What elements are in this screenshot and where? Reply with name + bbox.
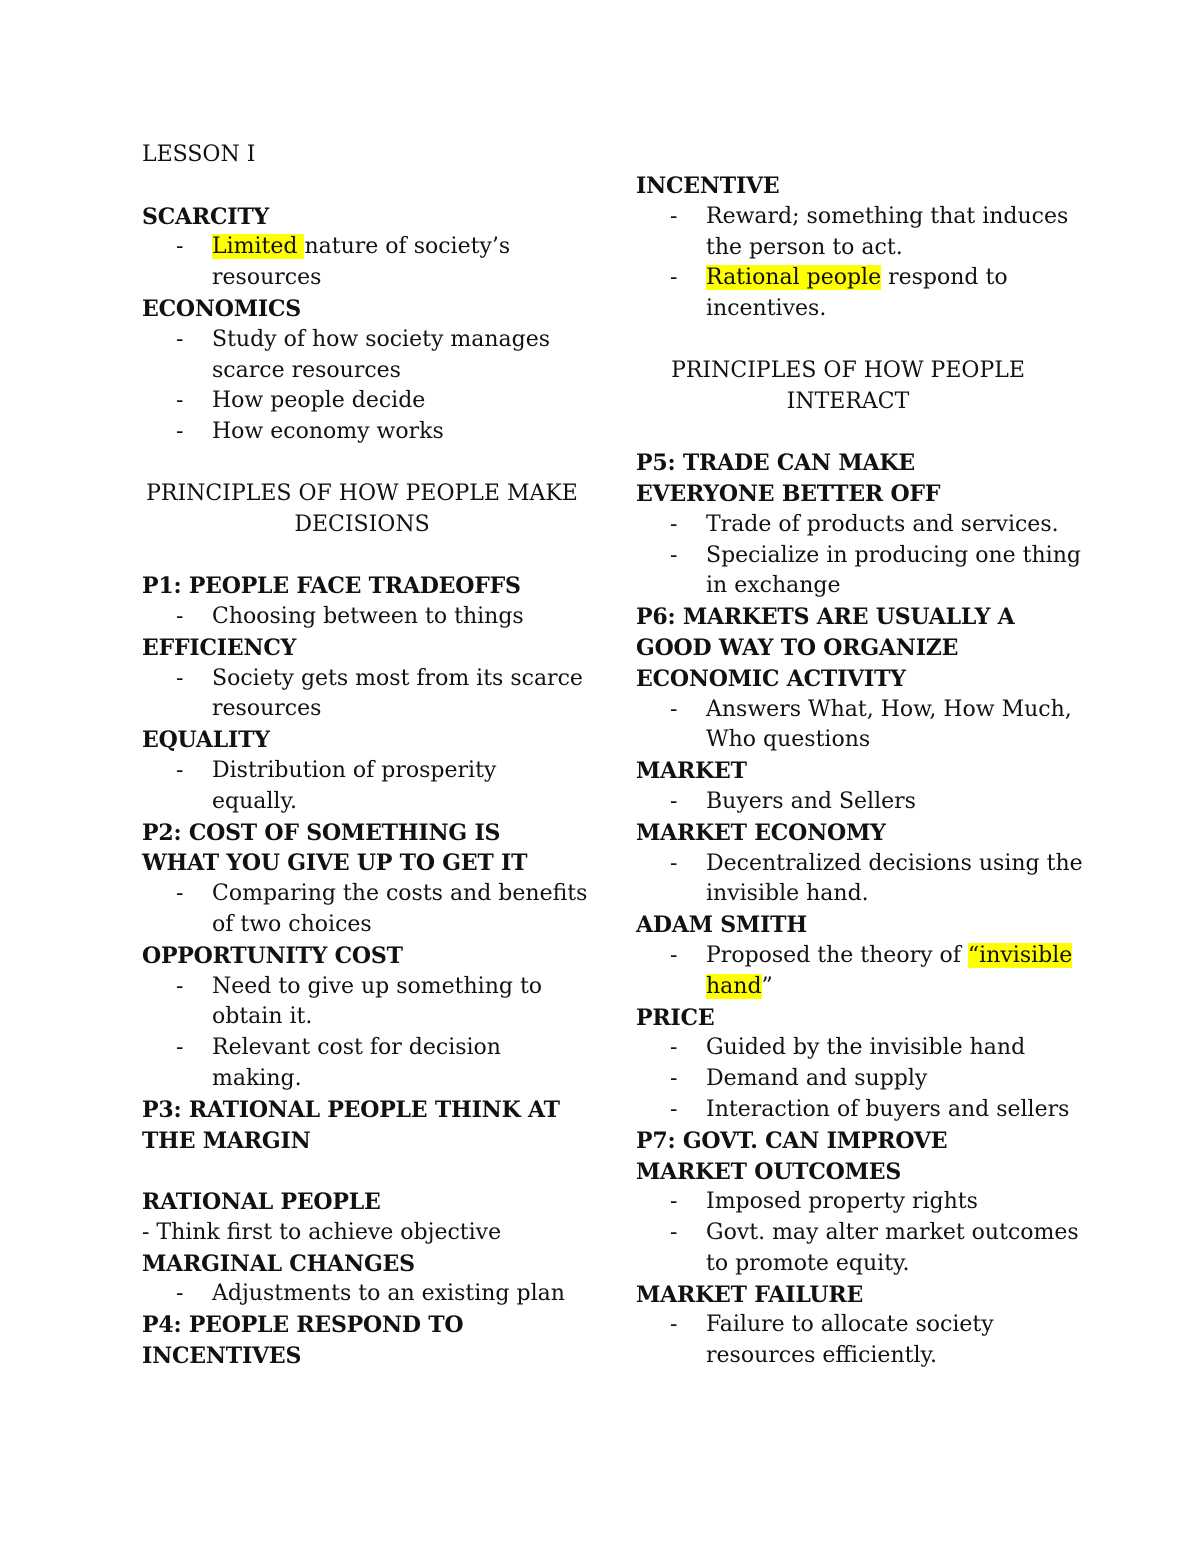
list-item: - Specialize in producing one thing xyxy=(670,542,1081,568)
list-item-continuation: resources xyxy=(212,696,322,722)
lesson-title: LESSON I xyxy=(142,142,256,167)
adam-smith-heading: ADAM SMITH xyxy=(636,912,807,939)
rational-people-heading: RATIONAL PEOPLE xyxy=(142,1189,381,1216)
list-item: - How people decide xyxy=(176,388,426,414)
p5-heading-continuation: EVERYONE BETTER OFF xyxy=(636,480,941,507)
section-title-continuation: DECISIONS xyxy=(294,511,430,537)
list-item: - Society gets most from its scarce xyxy=(176,665,583,691)
market-failure-heading: MARKET FAILURE xyxy=(636,1281,864,1308)
p7-heading-continuation: MARKET OUTCOMES xyxy=(636,1158,902,1185)
list-item-continuation: equally. xyxy=(212,788,297,814)
highlighted-text: Limited xyxy=(212,234,305,260)
list-item: - How economy works xyxy=(176,419,444,445)
section-title: PRINCIPLES OF HOW PEOPLE MAKE xyxy=(146,480,578,506)
list-item-continuation: hand” xyxy=(706,973,773,999)
highlighted-text: “invisible xyxy=(967,942,1073,968)
p2-heading-continuation: WHAT YOU GIVE UP TO GET IT xyxy=(142,850,528,877)
list-item: - Interaction of buyers and sellers xyxy=(670,1096,1070,1122)
list-item: - Adjustments to an existing plan xyxy=(176,1281,565,1307)
bullet-dash: - xyxy=(176,234,184,260)
list-item: - Demand and supply xyxy=(670,1066,928,1092)
market-heading: MARKET xyxy=(636,758,747,785)
p4-heading-continuation: INCENTIVES xyxy=(142,1343,302,1370)
marginal-changes-heading: MARGINAL CHANGES xyxy=(142,1250,415,1277)
incentive-heading: INCENTIVE xyxy=(636,173,780,199)
list-item: - Relevant cost for decision xyxy=(176,1035,501,1061)
list-item: - Guided by the invisible hand xyxy=(670,1035,1026,1061)
list-item-continuation: resources efficiently. xyxy=(706,1343,937,1369)
list-item: - Study of how society manages xyxy=(176,326,551,352)
list-item: - Limited nature of society’s xyxy=(142,232,582,263)
opportunity-cost-heading: OPPORTUNITY COST xyxy=(142,942,403,969)
p7-heading: P7: GOVT. CAN IMPROVE xyxy=(636,1127,948,1154)
p3-heading: P3: RATIONAL PEOPLE THINK AT xyxy=(142,1096,560,1123)
p6-heading: P6: MARKETS ARE USUALLY A xyxy=(636,604,1015,631)
scarcity-heading: SCARCITY xyxy=(142,203,270,230)
highlighted-text: Rational people xyxy=(706,265,882,291)
section-title: PRINCIPLES OF HOW PEOPLE xyxy=(671,357,1025,383)
list-item: - Distribution of prosperity xyxy=(176,757,497,783)
list-item-continuation: Who questions xyxy=(706,727,871,753)
right-column xyxy=(636,171,1083,1372)
list-item-continuation: scarce resources xyxy=(212,357,401,383)
list-item: - Answers What, How, How Much, xyxy=(670,696,1072,722)
p4-heading: P4: PEOPLE RESPOND TO xyxy=(142,1312,464,1339)
list-item-continuation: in exchange xyxy=(706,573,841,599)
list-item-continuation: the person to act. xyxy=(706,234,903,260)
p5-heading: P5: TRADE CAN MAKE xyxy=(636,450,915,477)
p6-heading-continuation: ECONOMIC ACTIVITY xyxy=(636,665,906,692)
p6-heading-continuation: GOOD WAY TO ORGANIZE xyxy=(636,634,959,661)
list-item: - Comparing the costs and benefits xyxy=(176,881,588,907)
efficiency-heading: EFFICIENCY xyxy=(142,634,297,661)
list-item: - Reward; something that induces xyxy=(670,203,1069,229)
list-item-continuation: obtain it. xyxy=(212,1004,313,1030)
highlighted-text: hand xyxy=(706,973,762,999)
list-item-continuation: resources xyxy=(212,265,322,291)
list-item: - Need to give up something to xyxy=(176,973,543,999)
list-item: - Decentralized decisions using the xyxy=(670,850,1083,876)
list-item: - Trade of products and services. xyxy=(670,511,1059,537)
left-column xyxy=(142,140,588,1372)
list-item: - Imposed property rights xyxy=(670,1189,978,1215)
rational-people-note: - Think first to achieve objective xyxy=(142,1219,502,1245)
p2-heading: P2: COST OF SOMETHING IS xyxy=(142,819,501,846)
list-item-continuation: making. xyxy=(212,1065,302,1091)
equality-heading: EQUALITY xyxy=(142,727,270,754)
section-title-continuation: INTERACT xyxy=(786,388,910,414)
list-item: - Rational people respond to xyxy=(670,265,1008,291)
list-item-continuation: of two choices xyxy=(212,911,372,937)
market-economy-heading: MARKET ECONOMY xyxy=(636,819,886,846)
list-item-continuation: invisible hand. xyxy=(706,881,869,907)
list-item-continuation: incentives. xyxy=(706,296,827,322)
price-heading: PRICE xyxy=(636,1004,715,1031)
p3-heading-continuation: THE MARGIN xyxy=(142,1127,311,1154)
list-item: - Failure to allocate society xyxy=(670,1312,994,1338)
p1-heading: P1: PEOPLE FACE TRADEOFFS xyxy=(142,573,521,600)
list-item: - Buyers and Sellers xyxy=(670,788,916,814)
list-item: - Choosing between to things xyxy=(176,603,524,629)
economics-heading: ECONOMICS xyxy=(142,295,301,322)
list-item-continuation: to promote equity. xyxy=(706,1250,910,1276)
list-item: - Govt. may alter market outcomes xyxy=(670,1220,1079,1246)
list-item: - Proposed the theory of “invisible xyxy=(670,942,1073,968)
